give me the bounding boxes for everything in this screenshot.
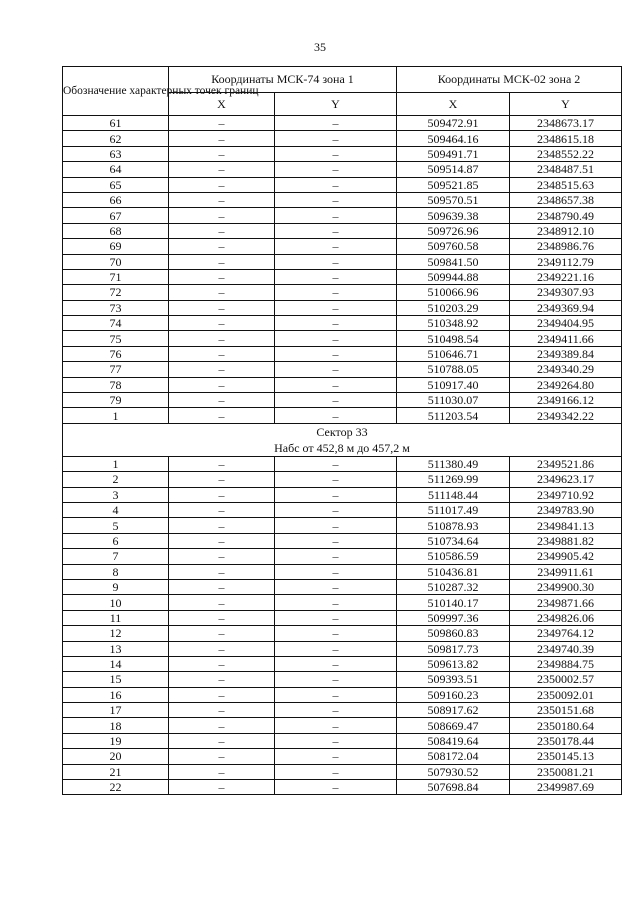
- table-row: [63, 316, 622, 331]
- msk02-y-cell: 2349881.82: [510, 533, 622, 548]
- table-row: [63, 656, 622, 671]
- msk02-x-cell: 510734.64: [397, 533, 510, 548]
- table-row: [63, 192, 622, 207]
- point-id-cell: 4: [63, 502, 169, 517]
- table-row: [63, 703, 622, 718]
- msk74-y-cell: –: [275, 472, 397, 487]
- point-id-cell: 64: [63, 162, 169, 177]
- table-row: [63, 518, 622, 533]
- point-id-cell: 14: [63, 656, 169, 671]
- msk74-x-cell: –: [169, 362, 275, 377]
- msk74-x-cell: –: [169, 208, 275, 223]
- sector-subtitle: Набс от 452,8 м до 457,2 м: [274, 440, 410, 455]
- msk74-x-cell: –: [169, 472, 275, 487]
- point-id-cell: 74: [63, 316, 169, 331]
- msk74-x-cell: –: [169, 749, 275, 764]
- point-id-cell: 10: [63, 595, 169, 610]
- msk02-x-cell: 507930.52: [397, 764, 510, 779]
- point-id-cell: 1: [63, 408, 169, 423]
- point-id-cell: 69: [63, 239, 169, 254]
- msk74-y-cell: –: [275, 316, 397, 331]
- table-row: [63, 780, 622, 795]
- point-id-cell: 9: [63, 579, 169, 594]
- msk02-y-cell: 2350081.21: [510, 764, 622, 779]
- msk74-y-cell: –: [275, 177, 397, 192]
- msk02-y-cell: 2349841.13: [510, 518, 622, 533]
- msk02-x-cell: 509393.51: [397, 672, 510, 687]
- point-id-cell: 71: [63, 269, 169, 284]
- table-row: [63, 533, 622, 548]
- table-row: [63, 362, 622, 377]
- point-id-cell: 12: [63, 626, 169, 641]
- table-row: [63, 564, 622, 579]
- page-number: 35: [314, 40, 326, 54]
- table-row: [63, 177, 622, 192]
- msk74-x-cell: –: [169, 518, 275, 533]
- msk74-x-cell: –: [169, 456, 275, 471]
- point-id-cell: 22: [63, 780, 169, 795]
- msk74-y-cell: –: [275, 208, 397, 223]
- msk74-y-cell: –: [275, 162, 397, 177]
- point-id-cell: 73: [63, 300, 169, 315]
- msk02-x-cell: 509841.50: [397, 254, 510, 269]
- point-id-cell: 2: [63, 472, 169, 487]
- msk02-y-cell: 2349826.06: [510, 610, 622, 625]
- point-id-cell: 63: [63, 146, 169, 161]
- table-row: [63, 300, 622, 315]
- table-row: [63, 269, 622, 284]
- msk74-x-cell: –: [169, 239, 275, 254]
- point-id-cell: 11: [63, 610, 169, 625]
- msk02-x-cell: 510203.29: [397, 300, 510, 315]
- msk02-y-cell: 2350180.64: [510, 718, 622, 733]
- msk74-x-cell: –: [169, 116, 275, 131]
- msk02-x-cell: 508669.47: [397, 718, 510, 733]
- msk02-y-cell: 2348790.49: [510, 208, 622, 223]
- msk74-x-cell: –: [169, 718, 275, 733]
- msk02-x-cell: 510586.59: [397, 549, 510, 564]
- table-row: [63, 239, 622, 254]
- header-point-designation: Обозначение характерных точек границ: [63, 67, 169, 116]
- msk02-y-cell: 2349112.79: [510, 254, 622, 269]
- point-id-cell: 79: [63, 393, 169, 408]
- table-row: [63, 408, 622, 423]
- msk74-y-cell: –: [275, 579, 397, 594]
- msk74-x-cell: –: [169, 733, 275, 748]
- msk74-y-cell: –: [275, 703, 397, 718]
- msk74-x-cell: –: [169, 564, 275, 579]
- table-row: [63, 456, 622, 471]
- msk74-x-cell: –: [169, 595, 275, 610]
- msk74-y-cell: –: [275, 626, 397, 641]
- point-id-cell: 8: [63, 564, 169, 579]
- header-msk74-x: X: [169, 92, 275, 115]
- msk74-y-cell: –: [275, 749, 397, 764]
- point-id-cell: 70: [63, 254, 169, 269]
- point-id-cell: 6: [63, 533, 169, 548]
- table-row: [63, 672, 622, 687]
- header-msk02-x: X: [397, 92, 510, 115]
- msk02-y-cell: 2350178.44: [510, 733, 622, 748]
- table-row: [63, 472, 622, 487]
- msk02-y-cell: 2349340.29: [510, 362, 622, 377]
- msk74-y-cell: –: [275, 549, 397, 564]
- point-id-cell: 3: [63, 487, 169, 502]
- msk02-y-cell: 2349871.66: [510, 595, 622, 610]
- msk02-y-cell: 2349764.12: [510, 626, 622, 641]
- table-row: [63, 254, 622, 269]
- msk74-x-cell: –: [169, 502, 275, 517]
- msk02-x-cell: 511030.07: [397, 393, 510, 408]
- msk74-x-cell: –: [169, 377, 275, 392]
- table-row: [63, 285, 622, 300]
- msk02-x-cell: 511269.99: [397, 472, 510, 487]
- msk74-x-cell: –: [169, 703, 275, 718]
- msk02-x-cell: 510646.71: [397, 346, 510, 361]
- msk74-y-cell: –: [275, 223, 397, 238]
- table-row: [63, 749, 622, 764]
- msk02-y-cell: 2349740.39: [510, 641, 622, 656]
- sector-heading: [63, 423, 622, 456]
- msk02-y-cell: 2348912.10: [510, 223, 622, 238]
- msk74-x-cell: –: [169, 146, 275, 161]
- msk02-y-cell: 2349783.90: [510, 502, 622, 517]
- table-row: [63, 626, 622, 641]
- msk74-y-cell: –: [275, 146, 397, 161]
- table-row: [63, 487, 622, 502]
- point-id-cell: 1: [63, 456, 169, 471]
- msk74-x-cell: –: [169, 131, 275, 146]
- msk74-x-cell: –: [169, 300, 275, 315]
- point-id-cell: 77: [63, 362, 169, 377]
- msk02-x-cell: 511148.44: [397, 487, 510, 502]
- point-id-cell: 20: [63, 749, 169, 764]
- point-id-cell: 76: [63, 346, 169, 361]
- table-row: [63, 223, 622, 238]
- msk74-y-cell: –: [275, 393, 397, 408]
- point-id-cell: 15: [63, 672, 169, 687]
- msk74-y-cell: –: [275, 362, 397, 377]
- msk02-x-cell: 510436.81: [397, 564, 510, 579]
- msk02-y-cell: 2349221.16: [510, 269, 622, 284]
- msk74-x-cell: –: [169, 177, 275, 192]
- point-id-cell: 78: [63, 377, 169, 392]
- msk74-y-cell: –: [275, 564, 397, 579]
- msk74-y-cell: –: [275, 733, 397, 748]
- table-body-part-b: [63, 456, 622, 795]
- table-row: [63, 146, 622, 161]
- msk74-x-cell: –: [169, 626, 275, 641]
- msk02-x-cell: 510066.96: [397, 285, 510, 300]
- msk74-y-cell: –: [275, 780, 397, 795]
- point-id-cell: 72: [63, 285, 169, 300]
- msk02-x-cell: 509464.16: [397, 131, 510, 146]
- msk74-y-cell: –: [275, 641, 397, 656]
- msk74-x-cell: –: [169, 610, 275, 625]
- point-id-cell: 17: [63, 703, 169, 718]
- msk74-x-cell: –: [169, 346, 275, 361]
- msk74-x-cell: –: [169, 579, 275, 594]
- table-row: [63, 687, 622, 702]
- point-id-cell: 75: [63, 331, 169, 346]
- msk74-y-cell: –: [275, 331, 397, 346]
- coordinates-table: [62, 66, 622, 795]
- msk74-x-cell: –: [169, 192, 275, 207]
- header-msk74: Координаты МСК-74 зона 1: [169, 67, 397, 93]
- msk02-y-cell: 2348673.17: [510, 116, 622, 131]
- msk02-x-cell: 511380.49: [397, 456, 510, 471]
- msk74-y-cell: –: [275, 687, 397, 702]
- point-id-cell: 7: [63, 549, 169, 564]
- msk02-x-cell: 510498.54: [397, 331, 510, 346]
- msk02-x-cell: 507698.84: [397, 780, 510, 795]
- msk02-x-cell: 509472.91: [397, 116, 510, 131]
- msk02-x-cell: 510348.92: [397, 316, 510, 331]
- msk02-y-cell: 2349389.84: [510, 346, 622, 361]
- table-row: [63, 610, 622, 625]
- msk02-y-cell: 2348487.51: [510, 162, 622, 177]
- msk02-x-cell: 509997.36: [397, 610, 510, 625]
- msk74-y-cell: –: [275, 239, 397, 254]
- table-row: [63, 549, 622, 564]
- msk02-x-cell: 509726.96: [397, 223, 510, 238]
- table-row: [63, 331, 622, 346]
- msk74-y-cell: –: [275, 595, 397, 610]
- msk02-x-cell: 509817.73: [397, 641, 510, 656]
- msk02-y-cell: 2350002.57: [510, 672, 622, 687]
- msk74-x-cell: –: [169, 316, 275, 331]
- table-row: [63, 116, 622, 131]
- msk02-y-cell: 2349710.92: [510, 487, 622, 502]
- msk74-x-cell: –: [169, 780, 275, 795]
- msk74-x-cell: –: [169, 223, 275, 238]
- point-id-cell: 13: [63, 641, 169, 656]
- table-row: [63, 718, 622, 733]
- point-id-cell: 68: [63, 223, 169, 238]
- sector-section: [63, 423, 622, 456]
- msk02-y-cell: 2349521.86: [510, 456, 622, 471]
- msk74-y-cell: –: [275, 718, 397, 733]
- msk02-y-cell: 2349987.69: [510, 780, 622, 795]
- msk02-x-cell: 510140.17: [397, 595, 510, 610]
- msk02-y-cell: 2348615.18: [510, 131, 622, 146]
- msk02-y-cell: 2349264.80: [510, 377, 622, 392]
- msk74-x-cell: –: [169, 254, 275, 269]
- table-row: [63, 733, 622, 748]
- msk02-y-cell: 2350145.13: [510, 749, 622, 764]
- msk74-x-cell: –: [169, 393, 275, 408]
- msk74-x-cell: –: [169, 672, 275, 687]
- msk02-y-cell: 2349884.75: [510, 656, 622, 671]
- msk74-y-cell: –: [275, 518, 397, 533]
- msk74-y-cell: –: [275, 377, 397, 392]
- table-row: [63, 162, 622, 177]
- msk02-x-cell: 510788.05: [397, 362, 510, 377]
- msk74-y-cell: –: [275, 269, 397, 284]
- msk74-x-cell: –: [169, 487, 275, 502]
- msk74-y-cell: –: [275, 346, 397, 361]
- point-id-cell: 62: [63, 131, 169, 146]
- msk74-y-cell: –: [275, 116, 397, 131]
- msk02-y-cell: 2348552.22: [510, 146, 622, 161]
- msk02-y-cell: 2348515.63: [510, 177, 622, 192]
- msk02-x-cell: 509613.82: [397, 656, 510, 671]
- msk02-x-cell: 509491.71: [397, 146, 510, 161]
- msk02-y-cell: 2349905.42: [510, 549, 622, 564]
- msk02-x-cell: 509639.38: [397, 208, 510, 223]
- msk74-y-cell: –: [275, 300, 397, 315]
- table-row: [63, 377, 622, 392]
- msk02-y-cell: 2349166.12: [510, 393, 622, 408]
- table-row: [63, 502, 622, 517]
- msk02-x-cell: 508419.64: [397, 733, 510, 748]
- msk02-y-cell: 2348986.76: [510, 239, 622, 254]
- msk02-x-cell: 508172.04: [397, 749, 510, 764]
- msk02-x-cell: 510287.32: [397, 579, 510, 594]
- point-id-cell: 18: [63, 718, 169, 733]
- msk02-y-cell: 2350092.01: [510, 687, 622, 702]
- msk02-x-cell: 509570.51: [397, 192, 510, 207]
- msk74-y-cell: –: [275, 254, 397, 269]
- msk02-x-cell: 509521.85: [397, 177, 510, 192]
- msk02-y-cell: 2349900.30: [510, 579, 622, 594]
- msk02-x-cell: 511017.49: [397, 502, 510, 517]
- msk02-y-cell: 2349411.66: [510, 331, 622, 346]
- point-id-cell: 65: [63, 177, 169, 192]
- msk74-x-cell: –: [169, 269, 275, 284]
- msk74-y-cell: –: [275, 656, 397, 671]
- msk02-x-cell: 509160.23: [397, 687, 510, 702]
- table-row: [63, 346, 622, 361]
- point-id-cell: 66: [63, 192, 169, 207]
- msk74-x-cell: –: [169, 549, 275, 564]
- msk74-x-cell: –: [169, 764, 275, 779]
- msk02-x-cell: 510917.40: [397, 377, 510, 392]
- header-msk02: Координаты МСК-02 зона 2: [397, 67, 622, 93]
- point-id-cell: 67: [63, 208, 169, 223]
- table-row: [63, 208, 622, 223]
- msk02-x-cell: 508917.62: [397, 703, 510, 718]
- msk74-y-cell: –: [275, 192, 397, 207]
- table-row: [63, 393, 622, 408]
- msk02-y-cell: 2349404.95: [510, 316, 622, 331]
- msk74-y-cell: –: [275, 408, 397, 423]
- msk02-x-cell: 509860.83: [397, 626, 510, 641]
- msk74-y-cell: –: [275, 131, 397, 146]
- table-body-part-a: [63, 116, 622, 424]
- point-id-cell: 21: [63, 764, 169, 779]
- table-row: [63, 131, 622, 146]
- point-id-cell: 16: [63, 687, 169, 702]
- msk74-y-cell: –: [275, 533, 397, 548]
- msk02-y-cell: 2349623.17: [510, 472, 622, 487]
- msk02-x-cell: 509944.88: [397, 269, 510, 284]
- msk02-x-cell: 511203.54: [397, 408, 510, 423]
- msk74-y-cell: –: [275, 487, 397, 502]
- msk02-x-cell: 509514.87: [397, 162, 510, 177]
- msk74-x-cell: –: [169, 641, 275, 656]
- msk02-y-cell: 2349369.94: [510, 300, 622, 315]
- msk74-x-cell: –: [169, 656, 275, 671]
- msk74-y-cell: –: [275, 456, 397, 471]
- msk02-y-cell: 2349342.22: [510, 408, 622, 423]
- msk74-x-cell: –: [169, 285, 275, 300]
- header-msk02-y: Y: [510, 92, 622, 115]
- msk74-x-cell: –: [169, 331, 275, 346]
- table-row: [63, 641, 622, 656]
- msk02-x-cell: 510878.93: [397, 518, 510, 533]
- msk02-y-cell: 2350151.68: [510, 703, 622, 718]
- msk02-x-cell: 509760.58: [397, 239, 510, 254]
- point-id-cell: 19: [63, 733, 169, 748]
- msk74-x-cell: –: [169, 533, 275, 548]
- msk02-y-cell: 2348657.38: [510, 192, 622, 207]
- msk74-y-cell: –: [275, 285, 397, 300]
- msk74-y-cell: –: [275, 610, 397, 625]
- msk74-x-cell: –: [169, 408, 275, 423]
- msk74-x-cell: –: [169, 162, 275, 177]
- table-row: [63, 579, 622, 594]
- msk02-y-cell: 2349307.93: [510, 285, 622, 300]
- msk74-y-cell: –: [275, 672, 397, 687]
- msk74-x-cell: –: [169, 687, 275, 702]
- table-row: [63, 764, 622, 779]
- header-msk74-y: Y: [275, 92, 397, 115]
- table-row: [63, 595, 622, 610]
- msk02-y-cell: 2349911.61: [510, 564, 622, 579]
- point-id-cell: 5: [63, 518, 169, 533]
- msk74-y-cell: –: [275, 502, 397, 517]
- msk74-y-cell: –: [275, 764, 397, 779]
- point-id-cell: 61: [63, 116, 169, 131]
- sector-title: Сектор 33: [316, 424, 368, 439]
